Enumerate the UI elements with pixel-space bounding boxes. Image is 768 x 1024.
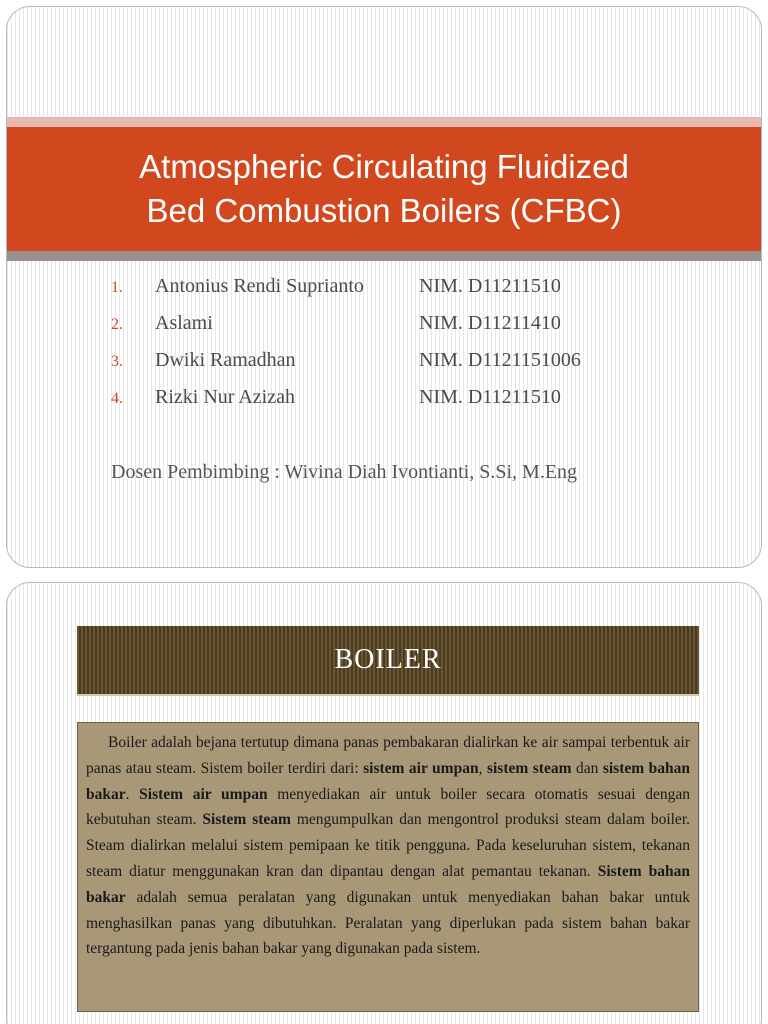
member-number: 3.	[111, 353, 123, 370]
member-nim: NIM. D11211510	[419, 275, 561, 297]
title-slide	[6, 6, 762, 568]
boiler-slide	[6, 582, 762, 1024]
paragraph-text: adalah semua peralatan yang digunakan untuk menyediakan bahan bakar untuk menghasilkan panas yang dibutuhkan. Peralatan yang diperlukan pada sistem bahan bakar tergantung pada jenis bahan bakar yang digunakan pada sistem.	[86, 888, 690, 958]
bold-term: Sistem air umpan	[139, 785, 268, 803]
member-number: 1.	[111, 279, 123, 296]
member-nim: NIM. D11211510	[419, 386, 561, 408]
bold-term: Sistem bahan bakar	[86, 862, 690, 906]
title-band-top-stripe	[7, 117, 761, 127]
member-nim: NIM. D11211410	[419, 312, 561, 334]
member-number: 2.	[111, 316, 123, 333]
boiler-description	[77, 722, 699, 1012]
boiler-heading: BOILER	[334, 644, 442, 675]
slide-title-line-2: Bed Combustion Boilers (CFBC)	[146, 192, 622, 229]
paragraph-text: .	[125, 785, 140, 803]
boiler-heading-banner	[77, 626, 699, 696]
bold-term: Sistem steam	[202, 811, 291, 829]
member-name: Aslami	[155, 312, 213, 334]
paragraph-text: dan	[571, 759, 603, 777]
title-band	[7, 127, 761, 251]
advisor-text: Dosen Pembimbing : Wivina Diah Ivontianti, S.Si, M.Eng	[111, 461, 578, 483]
bold-term: sistem steam	[486, 759, 572, 777]
paragraph-text: mengumpulkan dan mengontrol produksi steam dalam boiler. Steam dialirkan melalui sistem pemipaan ke titik pengguna. Pada keseluruhan sistem, tekanan steam diatur menggunakan kran dan dipantau dengan alat pemantau tekanan.	[86, 811, 690, 880]
paragraph-text: menyediakan air untuk boiler secara otomatis sesuai dengan kebutuhan steam.	[86, 785, 690, 829]
member-name: Rizki Nur Azizah	[155, 386, 295, 408]
bold-term: sistem bahan bakar	[86, 759, 691, 803]
member-number: 4.	[111, 390, 123, 407]
paragraph-text: Boiler adalah bejana tertutup dimana panas pembakaran dialirkan ke air sampai terbentuk air panas atau steam. Sistem boiler terdiri dari:	[86, 734, 690, 777]
member-nim: NIM. D1121151006	[419, 349, 581, 371]
slide-title-line-1: Atmospheric Circulating Fluidized	[139, 148, 629, 185]
member-name: Dwiki Ramadhan	[155, 349, 296, 371]
member-name: Antonius Rendi Suprianto	[155, 275, 364, 297]
paragraph-text: ,	[478, 759, 487, 777]
title-band-bottom-stripe	[7, 251, 761, 261]
bold-term: sistem air umpan	[363, 759, 479, 777]
